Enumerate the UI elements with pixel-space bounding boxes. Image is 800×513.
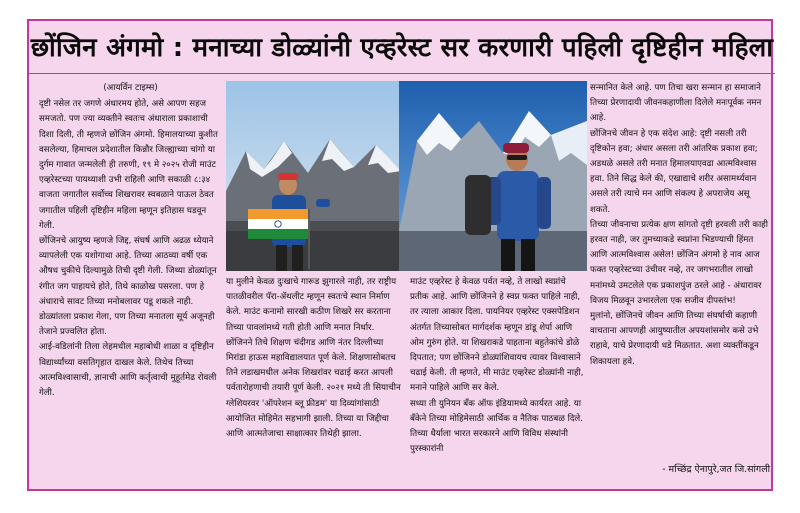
paragraph-message: छोंजिनचे जीवन हे एक संदेश आहे: दृष्टी नसली तरी दृष्टिकोन हवा; अंधार असला तरी आंतरिक प्रकाश हवा; अडथळे असले तरी मनात हिमालयाएवढा आत्मविश्वास हवा. तिने सिद्ध केले की, एखाद्याचे शरीर असामर्थ्यवान असले तरी त्याचे मन आणि संकल्प हे अपराजेय असू शकते.: [590, 128, 758, 215]
article-headline: छोंजिन अंगमो : मनाच्या डोळ्यांनी एव्हरेस्ट सर करणारी पहिली दृष्टिहीन महिला: [30, 33, 774, 63]
paragraph-struggle: छोंजिनचे आयुष्य म्हणजे जिद्द, संघर्ष आणि अढळ ध्येयाने व्यापलेली एक यशोगाथा आहे. तिच्या आठव्या वर्षी एक औषध चुकीचे दिल्यामुळे तिची दृष्टी गेली. जिथ्या डोळ्यांतून रंगीत जग पाहायचे होते, तिथे काळोख पसरला. पण हे अंधाराचे सावट तिच्या मनोबलावर पडू शकले नाही. डोळ्यांतला प्रकाश गेला, पण तिच्या मनातला सूर्य अजूनही तेजाने प्रज्वलित होता.: [39, 236, 217, 338]
newspaper-article: [27, 19, 773, 491]
paragraph-education: छोंजिनने तिचे शिक्षण चंदीगड आणि नंतर दिल्लीच्या मिरांडा हाऊस महाविद्यालयात पूर्ण केले. शिक्षणासोबतच तिने लडाखमधील अनेक शिखरांवर चढाई करत आपली पर्वतारोहणाची तयारी पूर्ण केली. २०२१ मध्ये ती सियाचीन ग्लेशियरवर 'ऑपरेशन ब्लू फ्रीडम' या दिव्यांगांसाठी आयोजित मोहिमेत सहभागी झाली. तिच्या या जिद्दीचा आणि आत्मतेजाचा साक्षात्कार तिथेही झाला.: [226, 337, 401, 440]
article-column-2: [226, 275, 401, 487]
photo-flag-image: [226, 81, 401, 271]
paragraph-athlete: या मुलीने केवळ दुःखाचे गारूड झुगारले नाही, तर राष्ट्रीय पातळीवरील पॅरा-ॲथलीट म्हणून स्वतःचे स्थान निर्माण केले. माउंट कनामो सारखी कठीण शिखरे सर करताना तिच्या पावलांमध्ये गती होती आणि मनात निर्धार.: [226, 277, 397, 333]
article-credit: (आयर्विन टाइम्स): [103, 83, 158, 93]
article-column-3: [410, 275, 586, 487]
paragraph-bank: सध्या ती युनियन बँक ऑफ इंडियामध्ये कार्यरत आहे. या बँकेने तिच्या मोहिमेसाठी आर्थिक व नैतिक पाठबळ दिले. तिच्या धैर्याला भारत सरकारने आणि विविध संस्थांनी पुरस्कारांनी: [410, 398, 583, 455]
photo-climber-with-flag: [226, 81, 401, 271]
paragraph-school: आई-वडिलांनी तिला लेहमधील महाबोधी शाळा व दृष्टिहीन विद्यार्थ्यांच्या वसतिगृहात दाखल केले. तिथेच तिच्या आत्मविश्वासाची, ज्ञानाची आणि कर्तृत्वाची मुहूर्तमेढ रोवली गेली.: [39, 342, 217, 399]
article-column-1: [39, 81, 222, 481]
photo-climber-mountains: [399, 81, 587, 271]
paragraph-intro: दृष्टी नसेल तर जगणे अंधारमय होते, असे आपण सहज समजतो. पण ज्या व्यक्तीने स्वतःच अंधाराला प्रकाशाची दिशा दिली, ती म्हणजे छोंजिन अंगमो. हिमालयाच्या कुशीत वसलेल्या, हिमाचल प्रदेशातील किन्नौर जिल्ह्याच्या चांगो या दुर्गम गावात जन्मलेली ही तरुणी, १९ मे २०२५ रोजी माउंट एव्हरेस्टच्या पायथ्याशी उभी राहिली आणि सकाळी ८:३४ वाजता जगातील सर्वोच्च शिखरावर स्वबळाने पाऊल ठेवत जगातील पहिली दृष्टिहीन महिला म्हणून इतिहास घडवून गेली.: [39, 99, 218, 231]
photo-mountain-image: [399, 81, 587, 271]
paragraph-everest: माउंट एव्हरेस्ट हे केवळ पर्वत नव्हे, ते लाखो स्वप्नांचे प्रतीक आहे. आणि छोंजिनने हे स्वप्न फक्त पाहिले नाही, तर त्याला आकार दिला. पायनियर एव्हरेस्ट एक्सपेडिशन अंतर्गत तिच्यासोबत मार्गदर्शक म्हणून डांडू शेर्पा आणि ओम गुरुंग होते. या शिखराकडे पाहताना बहुतेकांचे डोळे दिपतात; पण छोंजिनने डोळ्यांशिवायच त्यावर विश्वासाने चढाई केली. ती म्हणते, मी माउंट एव्हरेस्ट डोळ्यांनी नाही, मनाने पाहिले आणि सर केले.: [410, 277, 584, 394]
author-signoff: - मच्छिंद्र ऐनापुरे,जत जि.सांगली: [662, 464, 770, 475]
headline-divider: [29, 73, 775, 74]
paragraph-inspiration: तिच्या जीवनाचा प्रत्येक क्षण सांगतो दृष्टी हरवली तरी काही हरवत नाही, जर तुमच्याकडे स्वप्नांना भिडण्याची हिंमत आणि आत्मविश्वास असेल! छोंजिन अंगमो हे नाव आज फक्त एव्हरेस्टच्या उंचीवर नव्हे, तर जगभरातील लाखो मनांमध्ये उमटलेले एक प्रकाशपुंज ठरले आहे - अंधारावर विजय मिळवून उभारलेला एक सजीव दीपस्तंभ!: [590, 219, 768, 306]
article-column-4: [590, 81, 770, 457]
paragraph-children: मुलांनो, छोंजिनचे जीवन आणि तिच्या संघर्षाची कहाणी वाचताना आपणही आयुष्यातील अपयशांसमोर कसे उभे राहावे, याचे प्रेरणादायी धडे मिळतात. अशा व्यक्तींकडून शिकायला हवे.: [590, 311, 759, 367]
paragraph-honour: सन्मानित केले आहे. पण तिचा खरा सन्मान हा समाजाने तिच्या प्रेरणादायी जीवनकहाणीला दिलेले मनःपूर्वक नमन आहे.: [590, 83, 762, 124]
indian-flag-icon: [248, 209, 308, 239]
